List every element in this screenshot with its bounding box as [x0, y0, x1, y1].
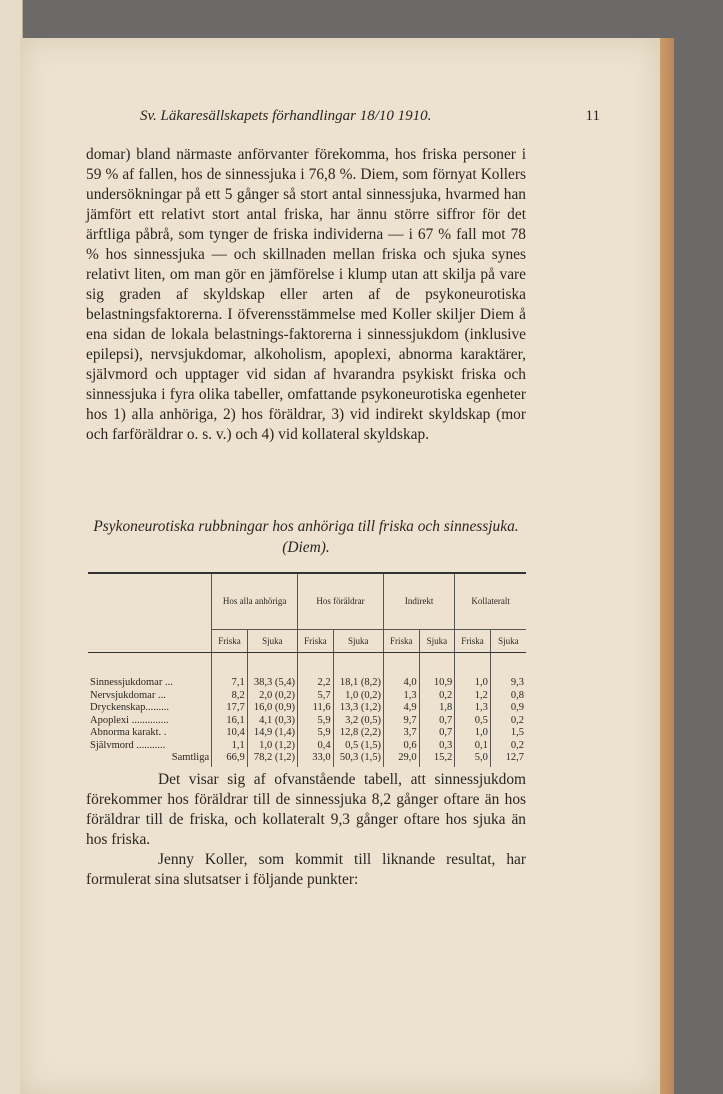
- cell: 0,1: [455, 740, 491, 753]
- row-label: Nervsjukdomar ...: [90, 689, 166, 701]
- cell: 17,7: [212, 702, 248, 715]
- total-label: Samtliga: [171, 752, 210, 763]
- cell: 1,3: [455, 702, 491, 715]
- table-corner: [88, 573, 212, 630]
- cell: 0,6: [383, 740, 419, 753]
- paragraph-1: [86, 145, 526, 445]
- cell: 0,9: [490, 702, 526, 715]
- row-label: Självmord ...........: [90, 739, 166, 751]
- table-row: [88, 727, 526, 740]
- paragraph-2: Det visar sig af ofvanstående tabell, att sinnessjukdom förekommer hos föräldrar till de sinnessjuka 8,2 gånger oftare än hos föräldrar till de friska, och kollateralt 9,3 gånger oftare hos sjuka än hos friska.: [86, 771, 526, 848]
- closing-text: [86, 770, 526, 890]
- table-row: [88, 702, 526, 715]
- sub-header: Sjuka: [333, 630, 383, 653]
- cell: 66,9: [212, 752, 248, 767]
- table-sub-header-row: [88, 630, 526, 653]
- cell: 5,9: [298, 715, 334, 728]
- cell: 1,5: [490, 727, 526, 740]
- cell: 12,7: [490, 752, 526, 767]
- table-total-row: [88, 752, 526, 767]
- table-row: [88, 715, 526, 728]
- cell: 3,2 (0,5): [333, 715, 383, 728]
- cell: 38,3 (5,4): [247, 677, 297, 690]
- cell: 1,0 (0,2): [333, 690, 383, 703]
- group-header-indirect: Indirekt: [383, 573, 454, 630]
- cell: 1,1: [212, 740, 248, 753]
- cell: 15,2: [419, 752, 455, 767]
- cell: 0,7: [419, 727, 455, 740]
- cell: 5,0: [455, 752, 491, 767]
- cell: 1,8: [419, 702, 455, 715]
- cell: 7,1: [212, 677, 248, 690]
- cell: 33,0: [298, 752, 334, 767]
- group-header-parents: Hos föräldrar: [298, 573, 384, 630]
- row-label: Sinnessjukdomar ...: [90, 677, 173, 688]
- cell: 1,3: [383, 690, 419, 703]
- cell: 0,2: [490, 740, 526, 753]
- cell: 0,2: [490, 715, 526, 728]
- cell: 2,2: [298, 677, 334, 690]
- header-title: Sv. Läkaresällskapets förhandlingar 18/10 1910.: [140, 108, 432, 124]
- cell: 12,8 (2,2): [333, 727, 383, 740]
- table-group-header-row: [88, 573, 526, 630]
- table-row: [88, 677, 526, 690]
- cell: 50,3 (1,5): [333, 752, 383, 767]
- sub-header: Sjuka: [247, 630, 297, 653]
- cell: 0,2: [419, 690, 455, 703]
- cell: 3,7: [383, 727, 419, 740]
- sub-header: Friska: [383, 630, 419, 653]
- cell: 16,1: [212, 715, 248, 728]
- cell: 8,2: [212, 690, 248, 703]
- cell: 9,7: [383, 715, 419, 728]
- running-header: [140, 108, 600, 125]
- cell: 11,6: [298, 702, 334, 715]
- cell: 0,4: [298, 740, 334, 753]
- cell: 5,9: [298, 727, 334, 740]
- row-label: Apoplexi ..............: [90, 714, 169, 726]
- cell: 1,0 (1,2): [247, 740, 297, 753]
- group-header-all: Hos alla anhöriga: [212, 573, 298, 630]
- data-table: [88, 572, 526, 767]
- cell: 10,4: [212, 727, 248, 740]
- cell: 0,7: [419, 715, 455, 728]
- cell: 13,3 (1,2): [333, 702, 383, 715]
- table-row: [88, 690, 526, 703]
- sub-header: Friska: [298, 630, 334, 653]
- cell: 78,2 (1,2): [247, 752, 297, 767]
- page-number: 11: [585, 108, 600, 124]
- row-label: Abnorma karakt. .: [90, 727, 167, 738]
- cell: 4,1 (0,3): [247, 715, 297, 728]
- cell: 1,0: [455, 727, 491, 740]
- table-row: [88, 740, 526, 753]
- table-corner-sub: [88, 630, 212, 653]
- cell: 18,1 (8,2): [333, 677, 383, 690]
- cell: 5,7: [298, 690, 334, 703]
- cell: 10,9: [419, 677, 455, 690]
- table-spacer: [88, 653, 526, 678]
- paragraph-1-text: domar) bland närmaste anförvanter förekomma, hos friska personer i 59 % af fallen, hos de sinnessjuka i 76,8 %. Diem, som förnyat Kollers undersökningar på ett 5 gånger så stort antal sinnessjuka, hvarmed han jämfört ett relativt stort antal friska, har ännu större siffror för det ärftliga påbrå, som tynger de friska individerna — i 67 % fall mot 78 % hos sinnessjuka — och skillnaden mellan friska och sjuka synes relativt liten, om man gör en jämförelse i klump utan att skilja på vare sig graden af skyldskap eller arten af de psykoneurotiska belastningsfaktorerna. I öfverensstämmelse med Koller skiljer Diem å ena sidan de lokala belastnings-faktorerna i sinnessjukdom (inklusive epilepsi), nervsjukdomar, alkoholism, apoplexi, abnorma karaktärer, självmord och upptager vid sidan af hvarandra psykiskt friska och sinnessjuka i fyra olika tabeller, omfattande psykoneurotiska egenheter hos 1) alla anhöriga, 2) hos föräldrar, 3) vid indirekt skyldskap (mor och farföräldrar o. s. v.) och 4) vid kollateral skyldskap.: [86, 146, 526, 443]
- cell: 4,0: [383, 677, 419, 690]
- cell: 0,5 (1,5): [333, 740, 383, 753]
- cell: 29,0: [383, 752, 419, 767]
- cell: 2,0 (0,2): [247, 690, 297, 703]
- cell: 0,5: [455, 715, 491, 728]
- cell: 1,0: [455, 677, 491, 690]
- table-caption: Psykoneurotiska rubbningar hos anhöriga till friska och sinnessjuka. (Diem).: [93, 518, 519, 556]
- sub-header: Sjuka: [490, 630, 526, 653]
- sub-header: Sjuka: [419, 630, 455, 653]
- cell: 4,9: [383, 702, 419, 715]
- cell: 0,3: [419, 740, 455, 753]
- cell: 1,2: [455, 690, 491, 703]
- row-label: Dryckenskap.........: [90, 702, 170, 713]
- paragraph-3: Jenny Koller, som kommit till liknande resultat, har formulerat sina slutsatser i följande punkter:: [86, 851, 526, 888]
- cell: 0,8: [490, 690, 526, 703]
- sub-header: Friska: [212, 630, 248, 653]
- cell: 9,3: [490, 677, 526, 690]
- group-header-collateral: Kollateralt: [455, 573, 526, 630]
- cell: 14,9 (1,4): [247, 727, 297, 740]
- sub-header: Friska: [455, 630, 491, 653]
- cell: 16,0 (0,9): [247, 702, 297, 715]
